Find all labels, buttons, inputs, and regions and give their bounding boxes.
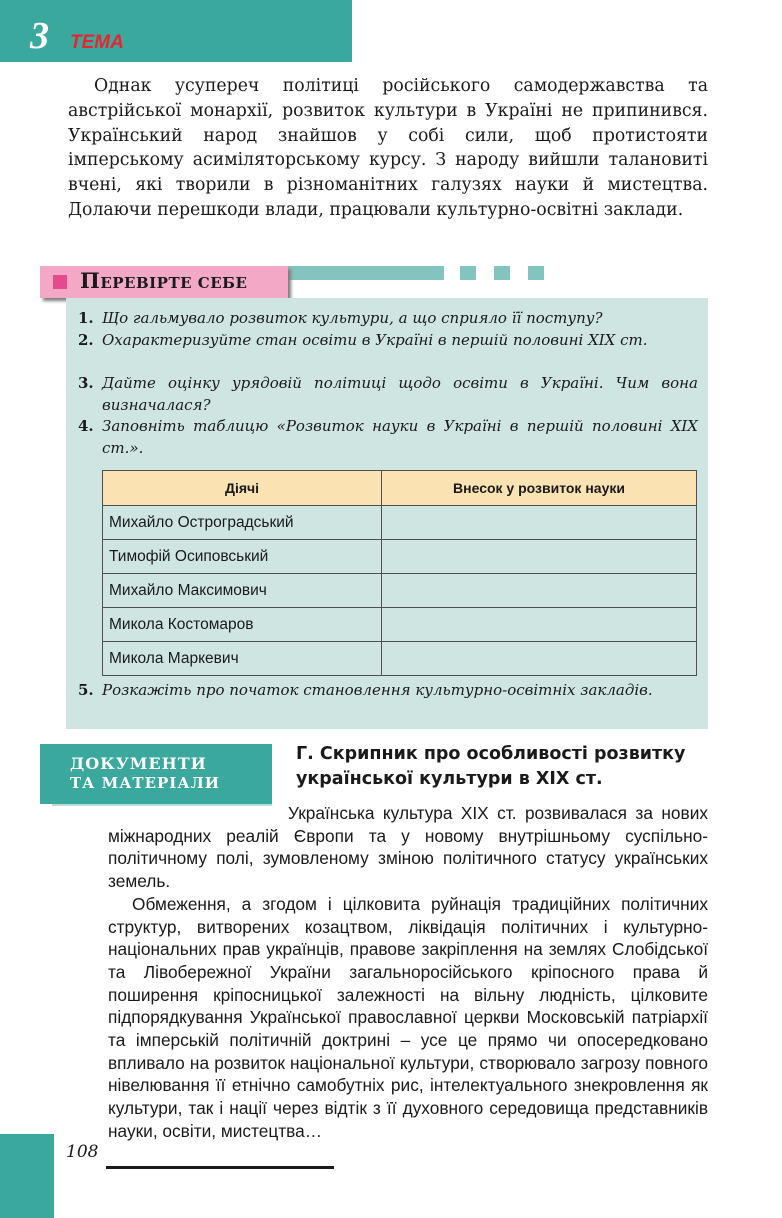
- question-text: Дайте оцінку урядовій політиці щодо освіти в Україні. Чим вона визначалася?: [102, 374, 698, 414]
- table-row: [103, 506, 697, 540]
- stripe-square: [494, 266, 510, 280]
- question-text: Розкажіть про початок становлення культурно-освітніх закладів.: [102, 681, 653, 699]
- question-number: 5.: [78, 681, 94, 699]
- footer-bar: [0, 1134, 54, 1218]
- question-item: [78, 373, 698, 416]
- column-header: Внесок у розвиток науки: [382, 471, 697, 506]
- documents-band-line2: ТА МАТЕРІАЛИ: [70, 774, 220, 792]
- document-title: Г. Скрипник про особливості розвитку української культури в XIX ст.: [296, 744, 686, 789]
- question-item: [78, 680, 698, 702]
- table-row: [103, 540, 697, 574]
- table-cell: Михайло Максимович: [103, 574, 382, 608]
- question-text: Що гальмувало розвиток культури, а що сприяло її поступу?: [102, 309, 603, 327]
- chapter-word: ТЕМА: [70, 32, 124, 53]
- table-cell: [382, 608, 697, 642]
- question-item: [78, 416, 698, 459]
- stripe-square: [528, 266, 544, 280]
- chapter-header: [0, 0, 352, 62]
- question-text: Охарактеризуйте стан освіти в Україні в першій половині XIX ст.: [102, 331, 648, 349]
- table-cell: [382, 574, 697, 608]
- documents-band-line1: ДОКУМЕНТИ: [70, 754, 207, 773]
- document-paragraph: Українська культура XIX ст. розвивалася за нових міжнародних реалій Європи та у новому внутрішньому суспільно-політичному полі, зумовленому зміною політичного статусу українських земель.: [108, 803, 708, 892]
- table-header-row: [103, 471, 697, 506]
- check-yourself-title: ПЕРЕВІРТЕ СЕБЕ: [80, 268, 248, 293]
- section-stripe: [288, 266, 444, 280]
- document-body: [108, 802, 708, 1143]
- table-cell: Михайло Остроградський: [103, 506, 382, 540]
- table-cell: Тимофій Осиповський: [103, 540, 382, 574]
- column-header: Діячі: [103, 471, 382, 506]
- page-number: 108: [66, 1142, 99, 1162]
- chapter-number: 3: [30, 15, 49, 57]
- table-row: [103, 574, 697, 608]
- document-paragraph: Обмеження, а згодом і цілковита руйнація традиційних політичних структур, витворених козацтвом, ліквідація політичних і культурно-національних прав українців, правове закріплення на землях Слобідської та Лівобережної України загальноросійського кріпосного права й поширення кріпосницької залежності на вільну людність, цілковите підпорядкування Української православної церкви Московській патріархії та імперській політичній доктрині – усе це прямо чи опосередковано впливало на розвиток національної культури, створювало загрозу повного нівелювання її етнічно самобутніх рис, інтелектуального знекровлення як культури, так і нації через відтік з її духовного середовища представників науки, освіти, мистецтва…: [108, 893, 708, 1141]
- table-cell: Микола Костомаров: [103, 608, 382, 642]
- table-row: [103, 608, 697, 642]
- table-cell: [382, 642, 697, 676]
- table-row: [103, 642, 697, 676]
- question-number: 4.: [78, 417, 94, 435]
- question-item: [78, 308, 698, 330]
- question-text: Заповніть таблицю «Розвиток науки в Україні в першій половині XIX ст.».: [102, 417, 698, 457]
- science-table: [102, 470, 697, 676]
- question-number: 1.: [78, 309, 94, 327]
- intro-paragraph: Однак усупереч політиці російського самодержавства та австрійської монархії, розвиток культури в Україні не припинився. Український народ знайшов у собі сили, щоб протистояти імперському асиміляторському курсу. З народу вийшли талановиті вчені, які творили в різноманітних галузях науки й мистецтва. Долаючи перешкоди влади, працювали культурно-освітні заклади.: [68, 76, 708, 220]
- footer-rule: [106, 1166, 334, 1169]
- question-number: 3.: [78, 374, 94, 392]
- question-number: 2.: [78, 331, 94, 349]
- question-item: [78, 330, 698, 352]
- stripe-square: [460, 266, 476, 280]
- table-cell: Микола Маркевич: [103, 642, 382, 676]
- table-cell: [382, 540, 697, 574]
- check-yourself-header: [40, 266, 288, 298]
- pink-square-icon: [53, 275, 67, 289]
- table-cell: [382, 506, 697, 540]
